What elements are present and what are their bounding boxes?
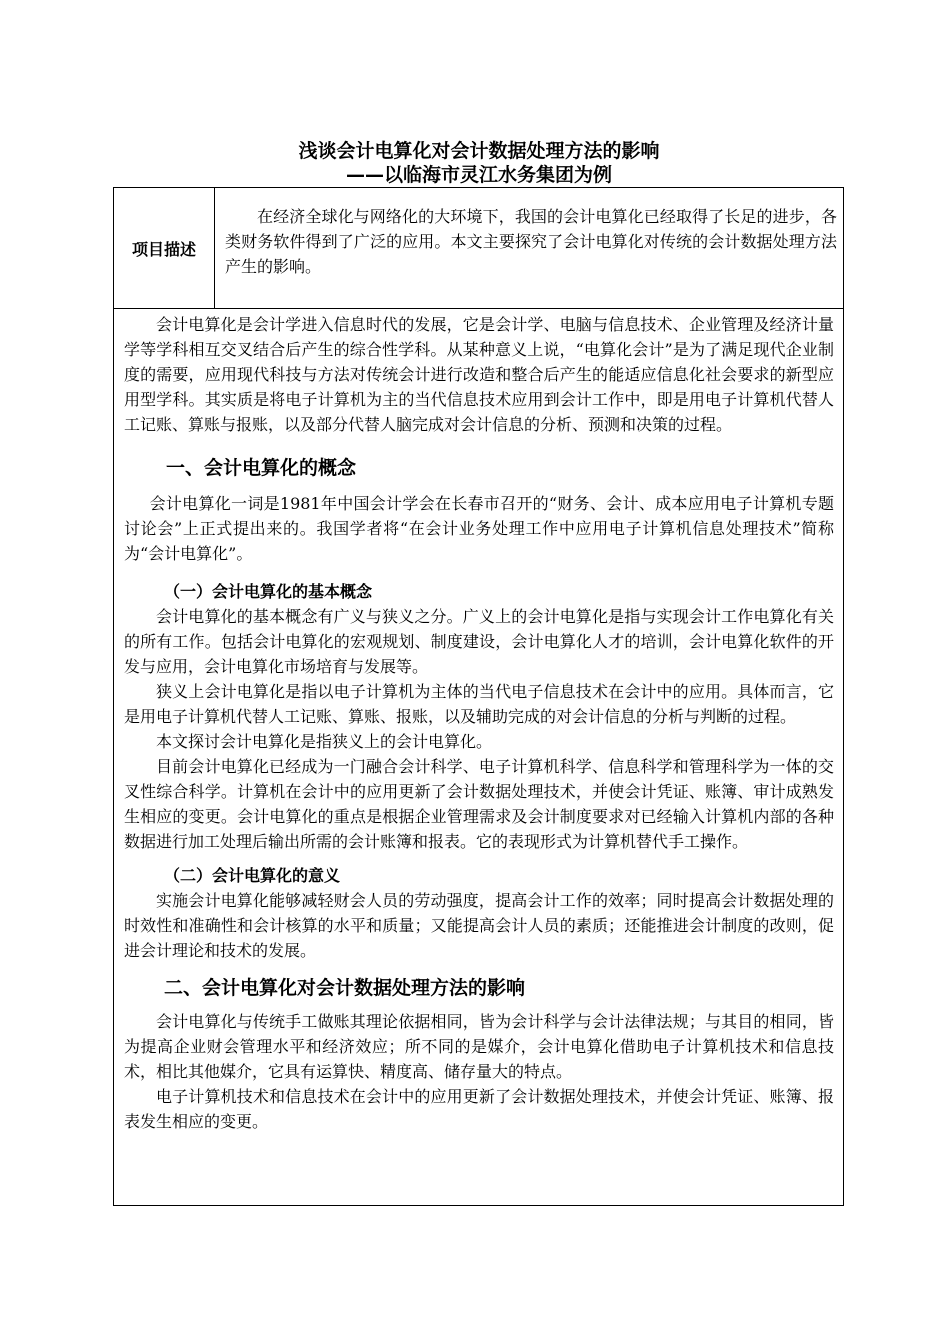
sub2-paragraph-1: 实施会计电算化能够减轻财会人员的劳动强度，提高会计工作的效率；同时提高会计数据处理的时效性和准确性和会计核算的水平和质量；又能提高会计人员的素质；还能推进会计制度的改则，促进会计理论和技术的发展。 bbox=[124, 891, 834, 960]
body-content bbox=[124, 312, 834, 1134]
intro-paragraph: 会计电算化是会计学进入信息时代的发展，它是会计学、电脑与信息技术、企业管理及经济计量学等学科相互交叉结合后产生的综合性学科。从某种意义上说，“电算化会计”是为了满足现代企业制度的需要，应用现代科技与方法对传统会计进行改造和整合后产生的能适应信息化社会要求的新型应用型学科。其实质是将电子计算机为主的当代信息技术应用到会计工作中，即是用电子计算机代替人工记账、算账与报账，以及部分代替人脑完成对会计信息的分析、预测和决策的过程。 bbox=[124, 315, 834, 434]
section-heading-1: 一、会计电算化的概念 bbox=[166, 457, 357, 479]
section-heading-2: 二、会计电算化对会计数据处理方法的影响 bbox=[164, 977, 526, 999]
document-subtitle: ——以临海市灵江水务集团为例 bbox=[345, 164, 612, 186]
sub1-paragraph-2: 狭义上会计电算化是指以电子计算机为主体的当代电子信息技术在会计中的应用。具体而言，它是用电子计算机代替人工记账、算账、报账，以及辅助完成的对会计信息的分析与判断的过程。 bbox=[124, 682, 834, 726]
subsection-heading-1: （一）会计电算化的基本概念 bbox=[164, 582, 373, 601]
project-description-text: 在经济全球化与网络化的大环境下，我国的会计电算化已经取得了长足的进步，各类财务软件得到了广泛的应用。本文主要探究了会计电算化对传统的会计数据处理方法产生的影响。 bbox=[225, 207, 837, 276]
document-title: 浅谈会计电算化对会计数据处理方法的影响 bbox=[298, 140, 660, 162]
sub1-paragraph-1: 会计电算化的基本概念有广义与狭义之分。广义上的会计电算化是指与实现会计工作电算化有关的所有工作。包括会计电算化的宏观规划、制度建设，会计电算化人才的培训，会计电算化软件的开发与应用，会计电算化市场培育与发展等。 bbox=[124, 607, 834, 676]
section2-paragraph-1: 会计电算化与传统手工做账其理论依据相同，皆为会计科学与会计法律法规；与其目的相同，皆为提高企业财会管理水平和经济效应；所不同的是媒介，会计电算化借助电子计算机技术和信息技术，相比其他媒介，它具有运算快、精度高、储存量大的特点。 bbox=[124, 1012, 834, 1081]
content-table bbox=[113, 187, 844, 1206]
sub1-paragraph-4: 目前会计电算化已经成为一门融合会计科学、电子计算机科学、信息科学和管理科学为一体的交叉性综合科学。计算机在会计中的应用更新了会计数据处理技术，并使会计凭证、账簿、审计成熟发生相应的变更。会计电算化的重点是根据企业管理需求及会计制度要求对已经输入计算机内部的各种数据进行加工处理后输出所需的会计账簿和报表。它的表现形式为计算机替代手工操作。 bbox=[124, 757, 834, 851]
project-description-row bbox=[114, 188, 843, 309]
subsection-heading-2: （二）会计电算化的意义 bbox=[164, 866, 341, 885]
section1-paragraph: 会计电算化一词是1981年中国会计学会在长春市召开的“财务、会计、成本应用电子计算机专题讨论会”上正式提出来的。我国学者将“在会计业务处理工作中应用电子计算机信息处理技术”简称为“会计电算化”。 bbox=[124, 494, 834, 563]
project-description-label: 项目描述 bbox=[114, 188, 215, 308]
section2-paragraph-2: 电子计算机技术和信息技术在会计中的应用更新了会计数据处理技术，并使会计凭证、账簿、报表发生相应的变更。 bbox=[124, 1087, 834, 1131]
sub1-paragraph-3: 本文探讨会计电算化是指狭义上的会计电算化。 bbox=[156, 732, 493, 751]
